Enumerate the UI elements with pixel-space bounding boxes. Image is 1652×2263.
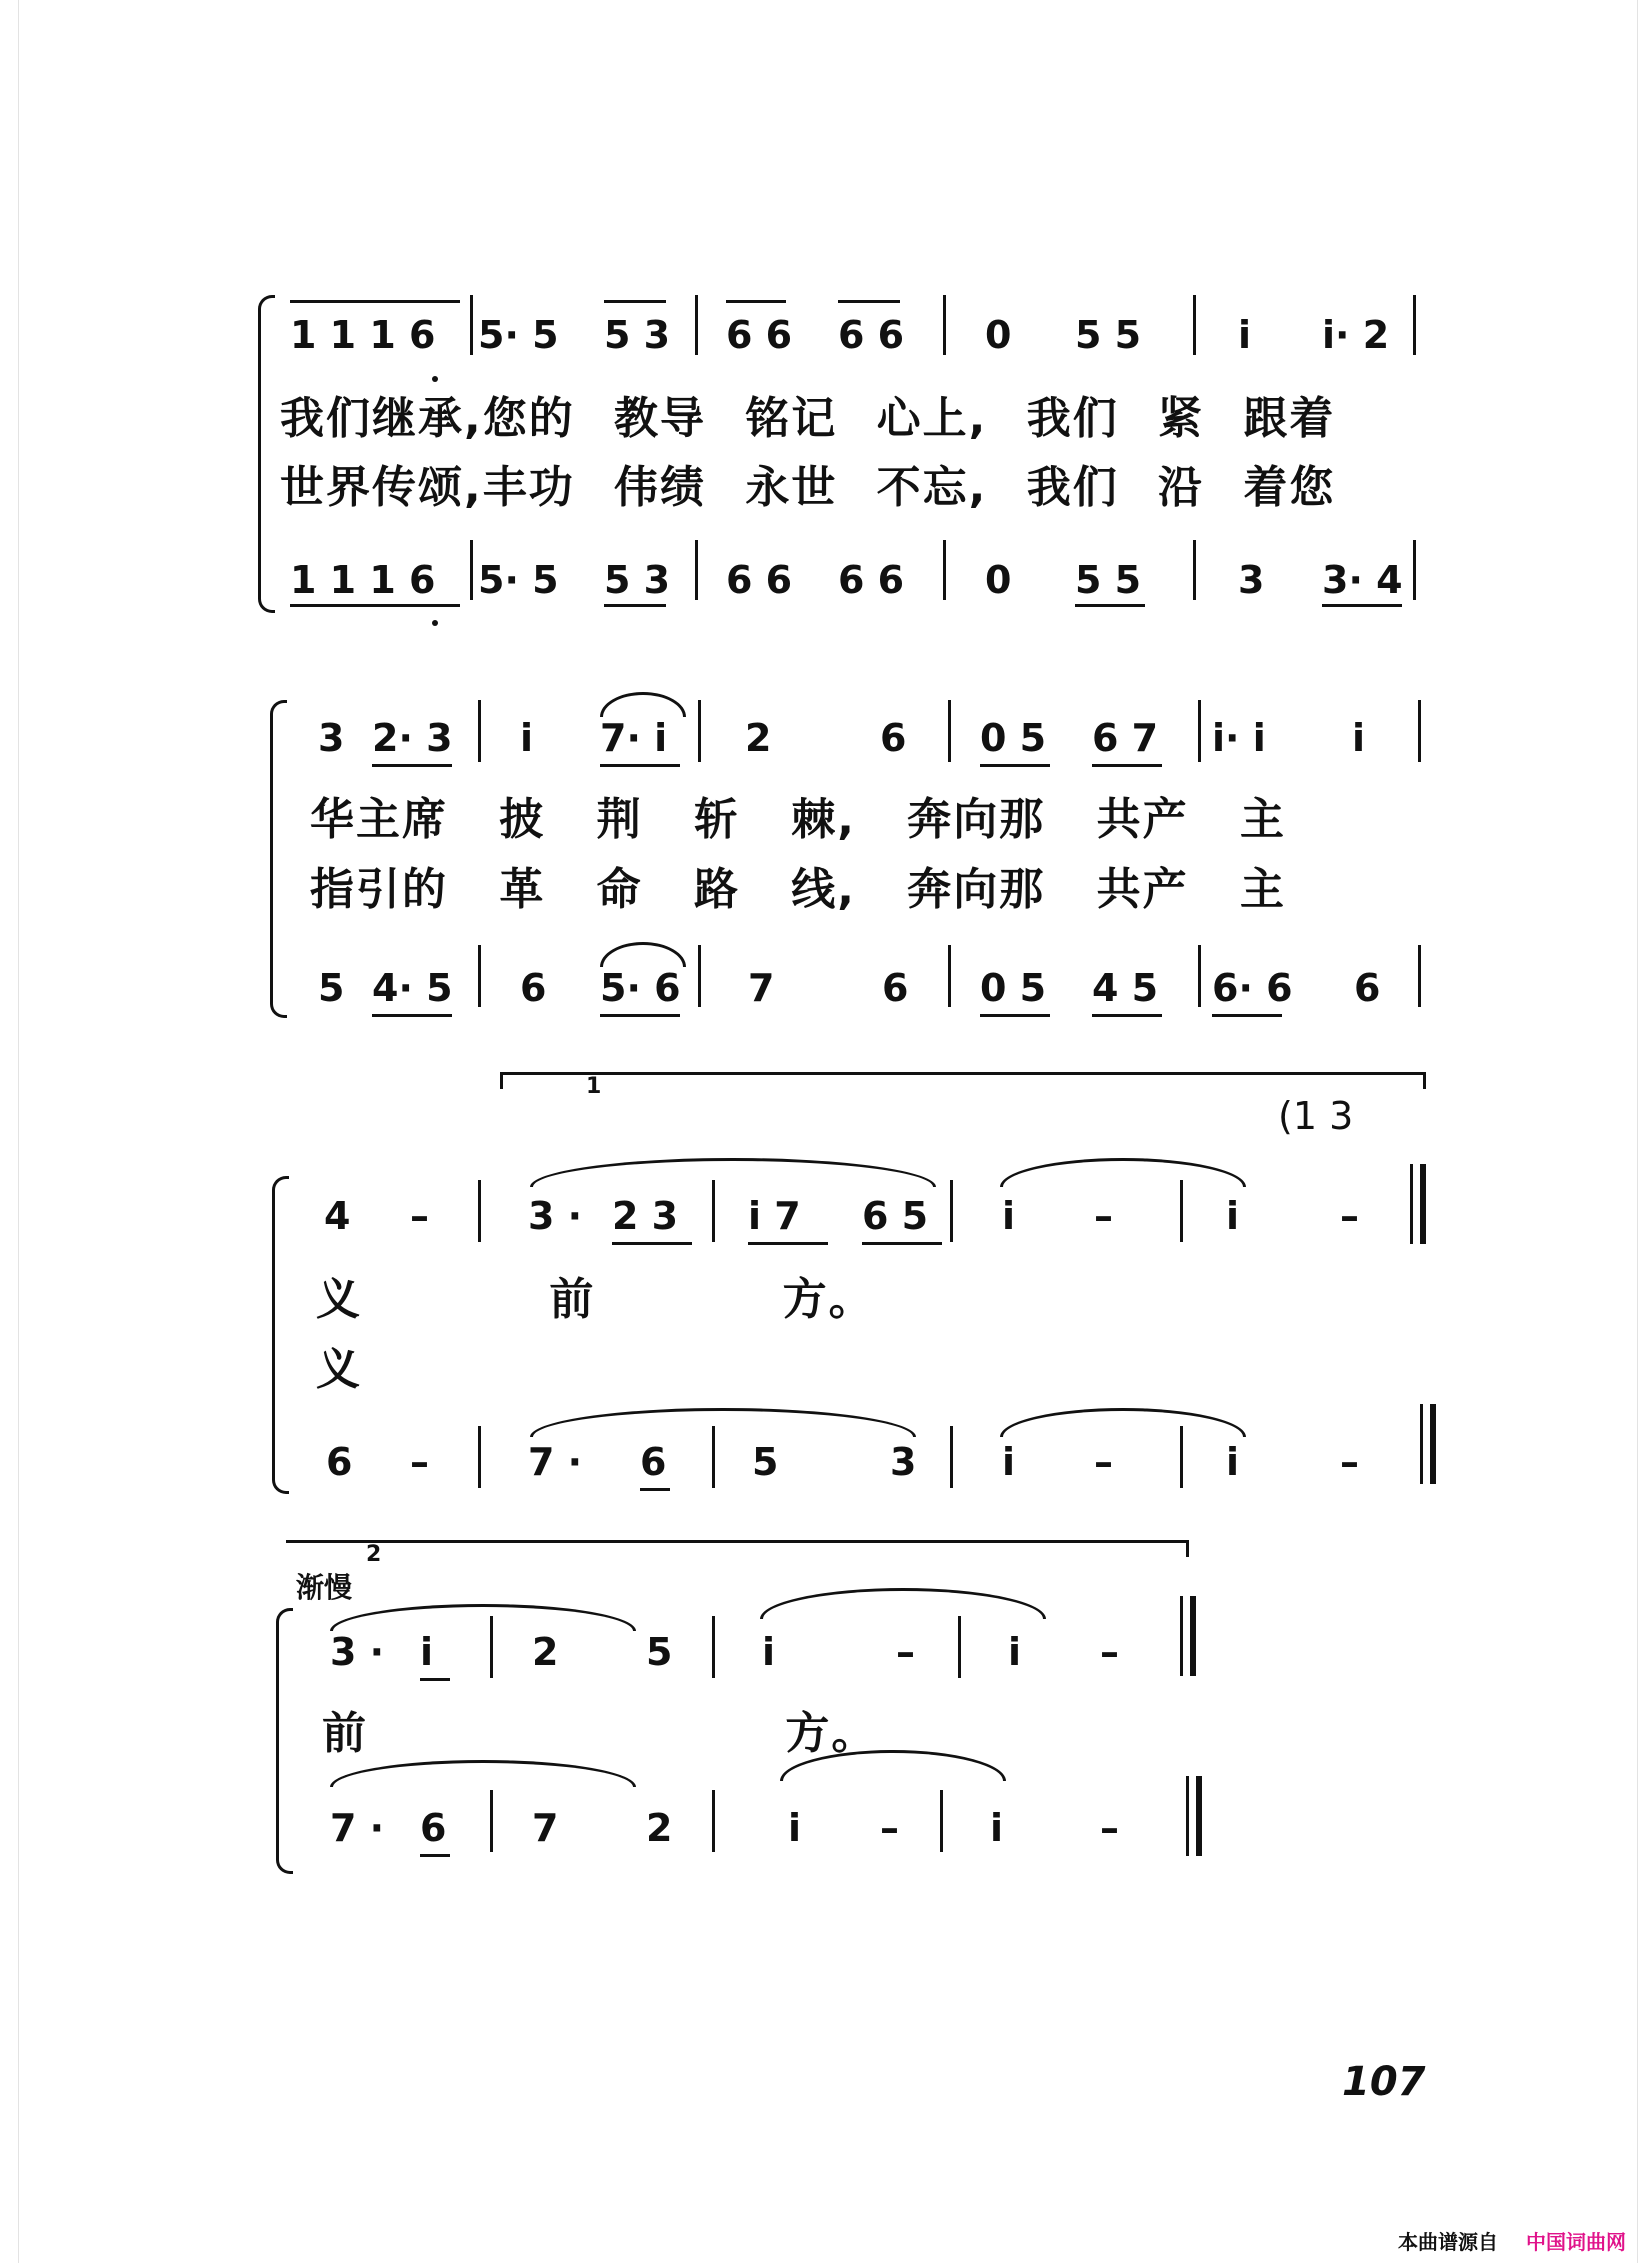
s3-bot-n9: i (1226, 1440, 1240, 1484)
s2-bot-n1: 5 (318, 966, 345, 1010)
s1-barline (470, 540, 473, 600)
s2-bot-n4: 5· 6 (600, 966, 681, 1010)
s4-bot-n2: 6 (420, 1806, 447, 1850)
s4-bot-n4: 2 (646, 1806, 673, 1850)
s4-barline (940, 1790, 943, 1852)
s1-barline (943, 540, 946, 600)
s3-bracket-note: (1 3 (1278, 1094, 1354, 1138)
s1-barline (1413, 295, 1416, 355)
s4-bot-underline (420, 1854, 450, 1857)
s3-slur (530, 1408, 916, 1437)
s2-top-underline (980, 764, 1050, 767)
s3-top-n8: – (1094, 1194, 1113, 1238)
s1-top-underline (838, 300, 900, 303)
s4-barline (712, 1616, 715, 1678)
system2-brace (270, 700, 287, 1018)
s1-top-underline (726, 300, 786, 303)
s1-bot-m2b: 5 3 (604, 558, 671, 602)
s3-top-n1: 4 (324, 1194, 351, 1238)
s2-bot-n7: 0 5 (980, 966, 1047, 1010)
s3-barline (1180, 1426, 1183, 1488)
footer-site-link[interactable]: 中国词曲网 (1526, 2230, 1626, 2254)
s4-bot-n7: i (990, 1806, 1004, 1850)
volta-1-label: 1 (586, 1074, 602, 1099)
s4-slur (760, 1588, 1046, 1619)
s2-top-n9: i· i (1212, 716, 1266, 760)
s1-top-m3b: 6 6 (838, 313, 905, 357)
volta-1-bracket (500, 1072, 1426, 1089)
s1-barline (943, 295, 946, 355)
s4-top-n3: 2 (532, 1630, 559, 1674)
s3-top-n5: i 7 (748, 1194, 801, 1238)
s4-top-n7: i (1008, 1630, 1022, 1674)
s4-lyric: 前 方。 (322, 1708, 878, 1759)
s3-slur (1000, 1408, 1246, 1437)
s2-bot-n6: 6 (882, 966, 909, 1010)
s2-top-underline (372, 764, 452, 767)
s2-lyric-verse2: 指引的 革 命 路 线, 奔向那 共产 主 (310, 864, 1286, 915)
system4-brace (276, 1608, 293, 1874)
s2-barline (698, 700, 701, 762)
s1-top-m3a: 6 6 (726, 313, 793, 357)
s4-top-n1: 3 · (330, 1630, 385, 1674)
s3-bot-n5: 5 (752, 1440, 779, 1484)
s4-barline (490, 1790, 493, 1852)
s2-bot-underline (372, 1014, 452, 1017)
s1-bot-m1: 1 1 1 6 (290, 558, 436, 602)
s3-bot-underline (640, 1488, 670, 1491)
s1-bot-underline (1075, 604, 1145, 607)
s1-bot-underline (1322, 604, 1402, 607)
footer-source-text: 本曲谱源自 (1398, 2230, 1498, 2254)
s1-bot-m5b: 3· 4 (1322, 558, 1403, 602)
s1-top-m5a: i (1238, 313, 1252, 357)
system1-brace (258, 295, 275, 613)
s2-lyric-verse1: 华主席 披 荆 斩 棘, 奔向那 共产 主 (310, 794, 1286, 845)
s1-bot-m3a: 6 6 (726, 558, 793, 602)
s1-bot-m4b: 5 5 (1075, 558, 1142, 602)
s4-bot-n3: 7 (532, 1806, 559, 1850)
s2-bot-n3: 6 (520, 966, 547, 1010)
s4-final-thin (1186, 1776, 1189, 1856)
s4-bot-n8: – (1100, 1806, 1119, 1850)
s4-bot-n6: – (880, 1806, 899, 1850)
s3-lyric-verse2: 义 (316, 1344, 362, 1395)
s1-low-dot (432, 620, 438, 626)
s4-top-n8: – (1100, 1630, 1119, 1674)
s2-top-n5: 2 (745, 716, 772, 760)
s3-bot-n6: 3 (890, 1440, 917, 1484)
s1-top-m1: 1 1 1 6 (290, 313, 436, 357)
s1-barline (1193, 540, 1196, 600)
s2-barline (948, 945, 951, 1007)
s2-top-n8: 6 7 (1092, 716, 1159, 760)
s4-top-n2: i (420, 1630, 434, 1674)
s3-final-bar (1430, 1404, 1436, 1484)
volta-2-label: 2 (366, 1542, 382, 1567)
s2-barline (1418, 945, 1421, 1007)
s2-top-n2: 2· 3 (372, 716, 453, 760)
s3-lyric-verse1: 义 前 方。 (316, 1274, 875, 1325)
s2-barline (478, 700, 481, 762)
s3-barline (478, 1426, 481, 1488)
s1-lyric-verse2: 世界传颂,丰功 伟绩 永世 不忘, 我们 沿 着您 (280, 462, 1336, 513)
s3-slur (530, 1158, 936, 1187)
s2-barline (1418, 700, 1421, 762)
s2-top-underline (600, 764, 680, 767)
s2-bot-n5: 7 (748, 966, 775, 1010)
s3-bot-n1: 6 (326, 1440, 353, 1484)
s3-barline (950, 1426, 953, 1488)
s1-top-m4a: 0 (985, 313, 1012, 357)
s4-bot-n1: 7 · (330, 1806, 385, 1850)
s3-top-n10: – (1340, 1194, 1359, 1238)
s2-bot-underline (980, 1014, 1050, 1017)
s3-top-n3: 3 · (528, 1194, 583, 1238)
s3-barline (950, 1180, 953, 1242)
s4-final-bar (1190, 1596, 1196, 1676)
s2-bot-n10: 6 (1354, 966, 1381, 1010)
s1-bot-underline (290, 604, 460, 607)
system3-brace (272, 1176, 289, 1494)
s3-barline (478, 1180, 481, 1242)
s2-bot-n8: 4 5 (1092, 966, 1159, 1010)
s3-bot-n4: 6 (640, 1440, 667, 1484)
s1-bot-m5a: 3 (1238, 558, 1265, 602)
s4-barline (490, 1616, 493, 1678)
s3-barline (712, 1180, 715, 1242)
s2-top-n3: i (520, 716, 534, 760)
s3-top-underline (612, 1242, 692, 1245)
s3-top-n2: – (410, 1194, 429, 1238)
s4-top-n6: – (896, 1630, 915, 1674)
s4-top-n4: 5 (646, 1630, 673, 1674)
s2-barline (1198, 700, 1201, 762)
s3-bot-n8: – (1094, 1440, 1113, 1484)
s1-top-underline (290, 300, 460, 303)
s1-bot-m3b: 6 6 (838, 558, 905, 602)
s1-bot-underline (604, 604, 666, 607)
s3-bot-n2: – (410, 1440, 429, 1484)
s2-barline (1198, 945, 1201, 1007)
s3-bot-n7: i (1002, 1440, 1016, 1484)
s2-bot-underline (600, 1014, 680, 1017)
s3-top-n7: i (1002, 1194, 1016, 1238)
s4-barline (958, 1616, 961, 1678)
s4-slur (330, 1604, 636, 1631)
s2-top-n7: 0 5 (980, 716, 1047, 760)
source-footer (1398, 2226, 1626, 2255)
s1-lyric-verse1: 我们继承,您的 教导 铭记 心上, 我们 紧 跟着 (280, 393, 1336, 444)
left-watermark-strip (0, 0, 19, 2263)
s2-barline (948, 700, 951, 762)
s2-top-n4: 7· i (600, 716, 668, 760)
s2-slur (600, 692, 686, 717)
s2-top-n6: 6 (880, 716, 907, 760)
s4-bot-n5: i (788, 1806, 802, 1850)
s3-barline (1180, 1180, 1183, 1242)
s2-bot-underline (1212, 1014, 1282, 1017)
s4-slur (330, 1760, 636, 1787)
s1-barline (470, 295, 473, 355)
s4-barline (712, 1790, 715, 1852)
s3-top-n6: 6 5 (862, 1194, 929, 1238)
s2-top-underline (1092, 764, 1162, 767)
s3-final-thin (1420, 1404, 1423, 1484)
s2-barline (478, 945, 481, 1007)
volta-2-bracket (286, 1540, 1189, 1557)
s2-barline (698, 945, 701, 1007)
s1-barline (695, 540, 698, 600)
s1-low-dot (432, 376, 438, 382)
s3-bot-n10: – (1340, 1440, 1359, 1484)
s2-bot-underline (1092, 1014, 1162, 1017)
s2-slur (600, 942, 686, 967)
s1-barline (695, 295, 698, 355)
s3-slur (1000, 1158, 1246, 1187)
s3-repeat-end (1420, 1164, 1426, 1244)
s3-barline (712, 1426, 715, 1488)
right-watermark-strip (1637, 0, 1652, 2263)
s1-barline (1193, 295, 1196, 355)
s1-bot-m2a: 5· 5 (478, 558, 559, 602)
s2-bot-n2: 4· 5 (372, 966, 453, 1010)
s3-top-underline (862, 1242, 942, 1245)
s4-final-bar (1196, 1776, 1202, 1856)
s3-top-underline (748, 1242, 828, 1245)
s3-bot-n3: 7 · (528, 1440, 583, 1484)
s4-top-underline (420, 1678, 450, 1681)
s3-top-n9: i (1226, 1194, 1240, 1238)
s3-repeat-thin (1410, 1164, 1413, 1244)
s2-top-n10: i (1352, 716, 1366, 760)
s1-barline (1413, 540, 1416, 600)
s1-top-m5b: i· 2 (1322, 313, 1390, 357)
s1-top-m2a: 5· 5 (478, 313, 559, 357)
tempo-marking: 渐慢 (296, 1571, 353, 1604)
s4-final-thin (1180, 1596, 1183, 1676)
s1-top-m2b: 5 3 (604, 313, 671, 357)
page-number: 107 (1342, 2059, 1426, 2105)
s3-top-n4: 2 3 (612, 1194, 679, 1238)
s1-bot-m4a: 0 (985, 558, 1012, 602)
s2-top-n1: 3 (318, 716, 345, 760)
s1-top-underline (604, 300, 666, 303)
s1-top-m4b: 5 5 (1075, 313, 1142, 357)
s2-bot-n9: 6· 6 (1212, 966, 1293, 1010)
s4-top-n5: i (762, 1630, 776, 1674)
